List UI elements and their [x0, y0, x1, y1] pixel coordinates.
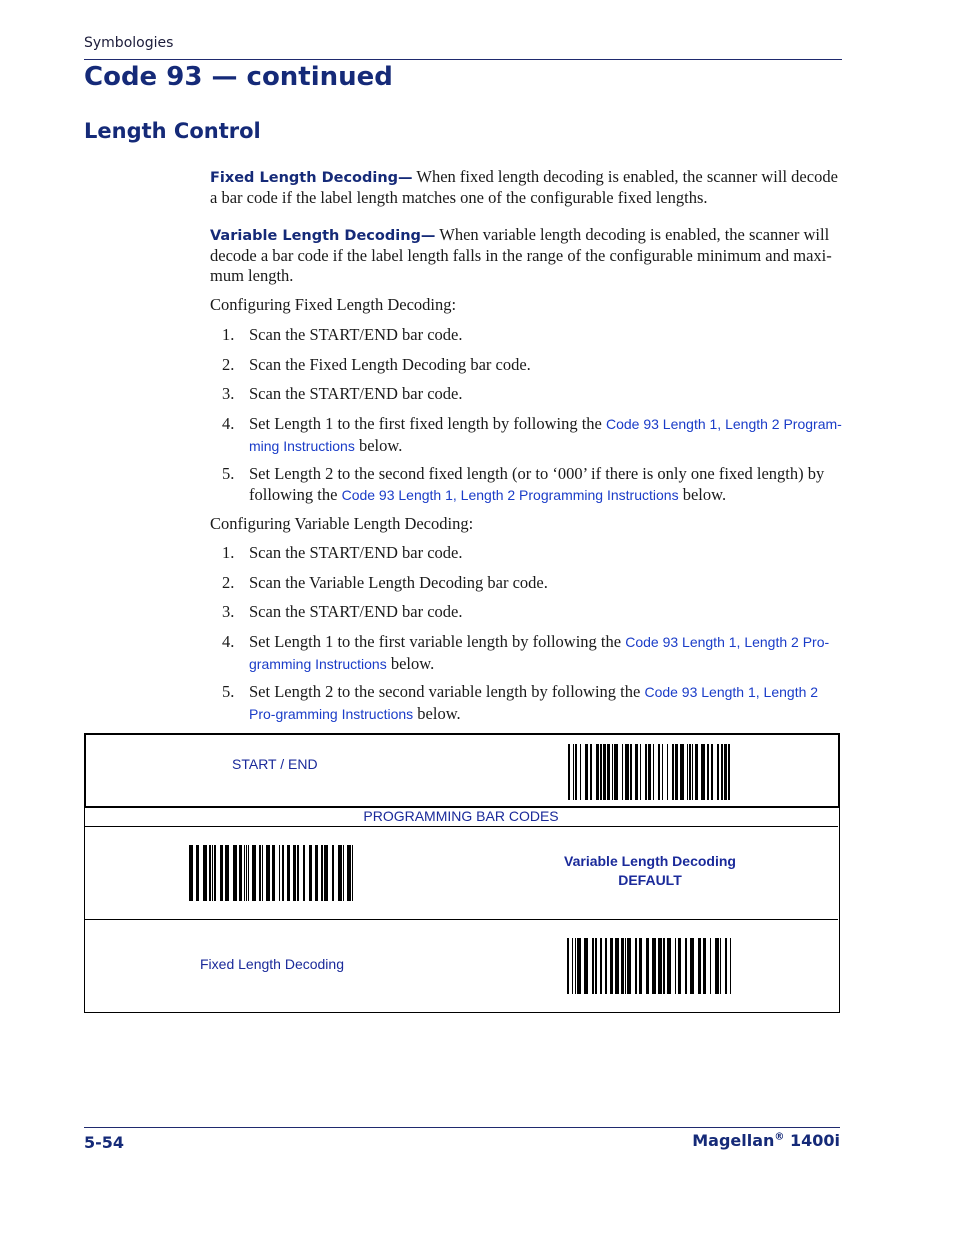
start-end-barcode[interactable]: [568, 744, 732, 800]
header-rule: [84, 59, 842, 60]
step-text: Set Length 1 to the first variable length by following the: [249, 632, 626, 651]
variable-length-paragraph: [210, 225, 842, 286]
programming-instructions-link[interactable]: Code 93 Length 1, Length 2 Pro-gramming Instructions: [249, 634, 830, 672]
step-number: 3.: [222, 384, 235, 403]
variable-length-text: When variable length decoding is enabled, the scanner will decode a bar code if the label length falls in the range of the configurable minimum and maxi-mum length.: [210, 225, 832, 285]
step-text: Scan the START/END bar code.: [249, 602, 463, 621]
step-text: Set Length 1 to the first fixed length by following the: [249, 414, 606, 433]
step-text: Scan the Fixed Length Decoding bar code.: [249, 355, 531, 374]
registered-mark: ®: [774, 1131, 785, 1143]
step-text: Scan the START/END bar code.: [249, 543, 463, 562]
fixed-length-lead: Fixed Length Decoding—: [210, 170, 413, 186]
step-text: Set Length 2 to the second fixed length (or to ‘000’ if there is only one fixed length) by following the: [249, 464, 825, 504]
programming-barcodes-heading: PROGRAMMING BAR CODES: [363, 808, 559, 824]
start-end-label: START / END: [232, 756, 318, 772]
step-text: Scan the Variable Length Decoding bar code.: [249, 573, 548, 592]
table-row-divider: [84, 919, 838, 920]
table-row-divider: [84, 826, 838, 827]
product-name: [692, 1131, 840, 1150]
variable-length-lead: Variable Length Decoding—: [210, 228, 436, 244]
step-number: 2.: [222, 573, 235, 592]
step-number: 1.: [222, 543, 235, 562]
variable-length-decoding-label: Variable Length Decoding: [564, 853, 736, 869]
fixed-config-intro: Configuring Fixed Length Decoding:: [210, 295, 457, 314]
step-number: 2.: [222, 355, 235, 374]
step-text-tail: below.: [413, 704, 461, 723]
step-number: 3.: [222, 602, 235, 621]
step-number: 4.: [222, 414, 235, 433]
step-number: 5.: [222, 464, 235, 483]
variable-length-barcode[interactable]: [189, 845, 353, 901]
programming-instructions-link[interactable]: Code 93 Length 1, Length 2 Programming Instructions: [341, 487, 679, 503]
running-header: Symbologies: [84, 35, 174, 51]
step-number: 5.: [222, 682, 235, 701]
step-text-tail: below.: [354, 436, 403, 455]
step-number: 1.: [222, 325, 235, 344]
default-badge: DEFAULT: [618, 872, 682, 888]
step-text: Scan the START/END bar code.: [249, 384, 463, 403]
product-brand: Magellan: [692, 1131, 775, 1150]
footer-rule: [84, 1127, 840, 1128]
fixed-length-text: When fixed length decoding is enabled, the scanner will decode a bar code if the label length matches one of the configurable fixed lengths.: [210, 167, 838, 207]
programming-instructions-link[interactable]: Code 93 Length 1, Length 2 Program-ming Instructions: [249, 416, 842, 454]
fixed-length-decoding-label: Fixed Length Decoding: [200, 956, 344, 972]
step-text: Set Length 2 to the second variable length by following the: [249, 682, 645, 701]
section-title: Length Control: [84, 119, 261, 143]
step-text-tail: below.: [386, 654, 435, 673]
step-text-tail: below.: [678, 485, 727, 504]
step-number: 4.: [222, 632, 235, 651]
product-model: 1400i: [784, 1131, 840, 1150]
page-title: Code 93 — continued: [84, 62, 393, 92]
programming-instructions-link[interactable]: Code 93 Length 1, Length 2 Pro-gramming Instructions: [249, 684, 819, 722]
fixed-length-barcode[interactable]: [567, 938, 731, 994]
fixed-length-paragraph: [210, 167, 842, 208]
step-text: Scan the START/END bar code.: [249, 325, 463, 344]
page-number: 5-54: [84, 1133, 125, 1152]
variable-config-intro: Configuring Variable Length Decoding:: [210, 514, 474, 533]
